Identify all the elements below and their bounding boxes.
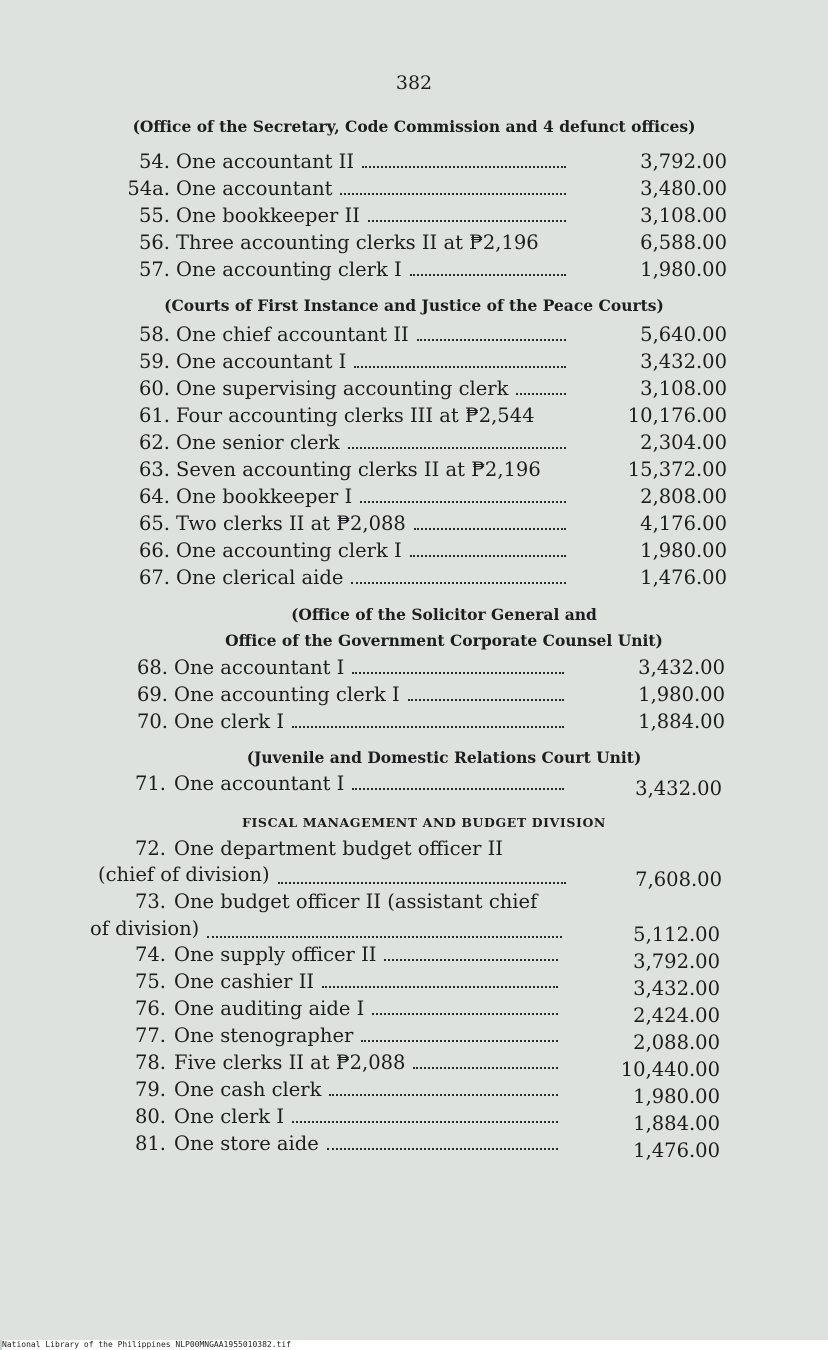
item-description-text: One bookkeeper I: [176, 485, 353, 508]
item-description: [174, 709, 568, 735]
item-number: 66.: [138, 539, 170, 562]
item-amount: 10,440.00: [620, 1058, 720, 1081]
item-description: [176, 149, 570, 175]
item-description: [174, 1131, 562, 1157]
item-description-text: One supervising accounting clerk: [176, 377, 509, 400]
item-description-text: One accountant I: [176, 350, 347, 373]
line-item: [0, 349, 828, 375]
dot-leader: [408, 683, 564, 701]
line-item: [0, 655, 828, 681]
item-number: 74.: [134, 943, 166, 966]
item-amount: 10,176.00: [627, 404, 727, 427]
dot-leader: [351, 566, 566, 584]
item-amount: 1,884.00: [638, 710, 725, 733]
line-item: [0, 565, 828, 591]
item-description-text: One clerical aide: [176, 566, 344, 589]
scan-footer: National Library of the Philippines NLP00MNGAA1955010382.tif: [2, 1340, 828, 1350]
item-number: 65.: [138, 512, 170, 535]
line-item: [0, 1104, 828, 1135]
item-description-text: One accounting clerk I: [174, 683, 400, 706]
item-amount: 7,608.00: [635, 868, 722, 891]
page-number: 382: [395, 72, 433, 94]
item-description-text: One accountant I: [174, 656, 345, 679]
item-number: 61.: [138, 404, 170, 427]
section-header-secretary: (Office of the Secretary, Code Commission and 4 defunct offices): [132, 117, 696, 136]
item-description-text: Two clerks II at ₱2,088: [176, 512, 406, 535]
line-item: [0, 484, 828, 510]
line-item: [0, 709, 828, 735]
item-amount: 1,476.00: [640, 566, 727, 589]
dot-leader: [410, 258, 566, 276]
item-description: [176, 538, 570, 564]
item-number: 78.: [134, 1051, 166, 1074]
item-description: [174, 1077, 562, 1103]
item-amount: 3,432.00: [633, 977, 720, 1000]
dot-leader: [361, 1024, 558, 1042]
item-73-continuation: of division): [90, 917, 200, 940]
line-item: [0, 942, 828, 973]
item-description-text: Four accounting clerks III at ₱2,544: [176, 404, 535, 427]
item-number: 55.: [138, 204, 170, 227]
item-description: [176, 257, 570, 283]
item-description: [176, 203, 570, 229]
dot-leader: [413, 1051, 558, 1069]
item-description-text: One accountant: [176, 177, 333, 200]
item-description-text: One bookkeeper II: [176, 204, 360, 227]
line-item: [0, 430, 828, 456]
dot-leader: [329, 1078, 558, 1096]
section-header-courts: (Courts of First Instance and Justice of the Peace Courts): [164, 296, 664, 315]
line-item: [0, 1050, 828, 1081]
dot-leader: [352, 772, 564, 790]
dot-leader: [354, 350, 566, 368]
item-description: [176, 176, 570, 202]
item-description-text: One clerk I: [174, 710, 285, 733]
line-item: [0, 322, 828, 348]
line-item: [0, 149, 828, 175]
item-amount: 3,432.00: [640, 350, 727, 373]
item-description: [176, 322, 570, 348]
item-number: 80.: [134, 1105, 166, 1128]
item-description: [174, 1104, 562, 1130]
item-description: [176, 511, 570, 537]
item-number: 70.: [136, 710, 168, 733]
item-amount: 3,432.00: [635, 777, 722, 800]
line-item: [0, 403, 828, 429]
item-description: [176, 457, 570, 483]
line-item: [0, 376, 828, 402]
item-description: [174, 682, 568, 708]
item-amount: 2,808.00: [640, 485, 727, 508]
item-amount: 3,480.00: [640, 177, 727, 200]
item-description: [174, 969, 562, 995]
dot-leader: [372, 997, 558, 1015]
item-description-text: One clerk I: [174, 1105, 285, 1128]
dot-leader: [414, 512, 566, 530]
item-number: 57.: [138, 258, 170, 281]
line-item: [0, 511, 828, 537]
dot-leader: [516, 377, 566, 395]
dot-leader: [327, 1132, 558, 1150]
line-item: [0, 1077, 828, 1108]
dot-leader: [362, 150, 566, 168]
item-description-text: One department budget officer II: [174, 837, 503, 860]
item-description: [174, 655, 568, 681]
item-number: 60.: [138, 377, 170, 400]
item-number: 79.: [134, 1078, 166, 1101]
dot-leader: [417, 323, 566, 341]
section-header-juvenile: (Juvenile and Domestic Relations Court Unit): [246, 748, 642, 767]
line-item: [0, 682, 828, 708]
item-description-text: One store aide: [174, 1132, 319, 1155]
dot-leader: [207, 936, 562, 938]
line-item: [0, 257, 828, 283]
item-number: 56.: [138, 231, 170, 254]
item-amount: 5,640.00: [640, 323, 727, 346]
item-number: 68.: [136, 656, 168, 679]
item-number: 63.: [138, 458, 170, 481]
item-number: 73.: [134, 890, 166, 913]
item-description-text: One accounting clerk I: [176, 539, 402, 562]
line-item: [0, 996, 828, 1027]
dot-leader: [384, 943, 558, 961]
item-number: 59.: [138, 350, 170, 373]
item-description-text: One auditing aide I: [174, 997, 365, 1020]
line-item: [0, 538, 828, 564]
item-description: [176, 349, 570, 375]
line-item: [0, 1023, 828, 1054]
item-amount: 15,372.00: [627, 458, 727, 481]
item-description-text: One accounting clerk I: [176, 258, 402, 281]
item-amount: 2,088.00: [633, 1031, 720, 1054]
section-header-solicitor-line2: Office of the Government Corporate Counsel Unit): [225, 631, 663, 650]
item-number: 72.: [134, 837, 166, 860]
item-description: [174, 836, 566, 862]
item-description-text: One senior clerk: [176, 431, 340, 454]
item-number: 75.: [134, 970, 166, 993]
item-description-text: One accountant II: [176, 150, 355, 173]
item-amount: 6,588.00: [640, 231, 727, 254]
item-number: 64.: [138, 485, 170, 508]
item-amount: 1,476.00: [633, 1139, 720, 1162]
item-number: 67.: [138, 566, 170, 589]
item-description-text: One cash clerk: [174, 1078, 322, 1101]
item-amount: 1,980.00: [640, 258, 727, 281]
item-description: [176, 430, 570, 456]
item-number: 71.: [134, 772, 166, 795]
item-number: 81.: [134, 1132, 166, 1155]
item-description-text: Three accounting clerks II at ₱2,196: [176, 231, 539, 254]
dot-leader: [292, 710, 564, 728]
item-amount: 3,432.00: [638, 656, 725, 679]
dot-leader: [368, 204, 566, 222]
line-item: [0, 203, 828, 229]
item-description: [176, 376, 570, 402]
item-number: 77.: [134, 1024, 166, 1047]
item-description: [174, 889, 566, 915]
section-header-solicitor-line1: (Office of the Solicitor General and: [291, 605, 597, 624]
item-description: [176, 565, 570, 591]
item-description: [174, 1050, 562, 1076]
item-number: 54.: [138, 150, 170, 173]
item-description: [174, 942, 562, 968]
dot-leader: [340, 177, 566, 195]
section-header-fiscal-division: FISCAL MANAGEMENT AND BUDGET DIVISION: [242, 815, 606, 830]
item-amount: 3,792.00: [640, 150, 727, 173]
item-number: 69.: [136, 683, 168, 706]
item-amount: 3,108.00: [640, 377, 727, 400]
line-item: [0, 969, 828, 1000]
item-description-text: Five clerks II at ₱2,088: [174, 1051, 406, 1074]
line-item: [0, 1131, 828, 1162]
dot-leader: [292, 1105, 558, 1123]
item-amount: 1,884.00: [633, 1112, 720, 1135]
item-description: [174, 771, 568, 797]
line-item: [0, 230, 828, 256]
dot-leader: [322, 970, 558, 988]
dot-leader: [360, 485, 566, 503]
line-item: [0, 176, 828, 202]
item-description-text: One chief accountant II: [176, 323, 409, 346]
dot-leader: [352, 656, 564, 674]
dot-leader: [410, 539, 566, 557]
item-description-text: One accountant I: [174, 772, 345, 795]
item-amount: 1,980.00: [640, 539, 727, 562]
dot-leader: [278, 882, 566, 884]
item-description: [176, 403, 570, 429]
item-amount: 3,108.00: [640, 204, 727, 227]
item-description-text: Seven accounting clerks II at ₱2,196: [176, 458, 541, 481]
item-description-text: One budget officer II (assistant chief: [174, 890, 538, 913]
item-amount: 2,424.00: [633, 1004, 720, 1027]
item-amount: 5,112.00: [633, 923, 720, 946]
item-description: [176, 230, 570, 256]
line-item: [0, 771, 828, 800]
item-amount: 1,980.00: [638, 683, 725, 706]
item-description-text: One stenographer: [174, 1024, 354, 1047]
item-number: 62.: [138, 431, 170, 454]
item-description-text: One cashier II: [174, 970, 315, 993]
item-number: 76.: [134, 997, 166, 1020]
item-amount: 1,980.00: [633, 1085, 720, 1108]
item-number: 54a.: [127, 177, 170, 200]
item-amount: 4,176.00: [640, 512, 727, 535]
item-72-continuation: (chief of division): [98, 863, 270, 886]
item-description: [174, 996, 562, 1022]
item-amount: 3,792.00: [633, 950, 720, 973]
item-number: 58.: [138, 323, 170, 346]
dot-leader: [348, 431, 566, 449]
line-item: [0, 457, 828, 483]
item-description: [174, 1023, 562, 1049]
item-description-text: One supply officer II: [174, 943, 377, 966]
item-description: [176, 484, 570, 510]
item-amount: 2,304.00: [640, 431, 727, 454]
